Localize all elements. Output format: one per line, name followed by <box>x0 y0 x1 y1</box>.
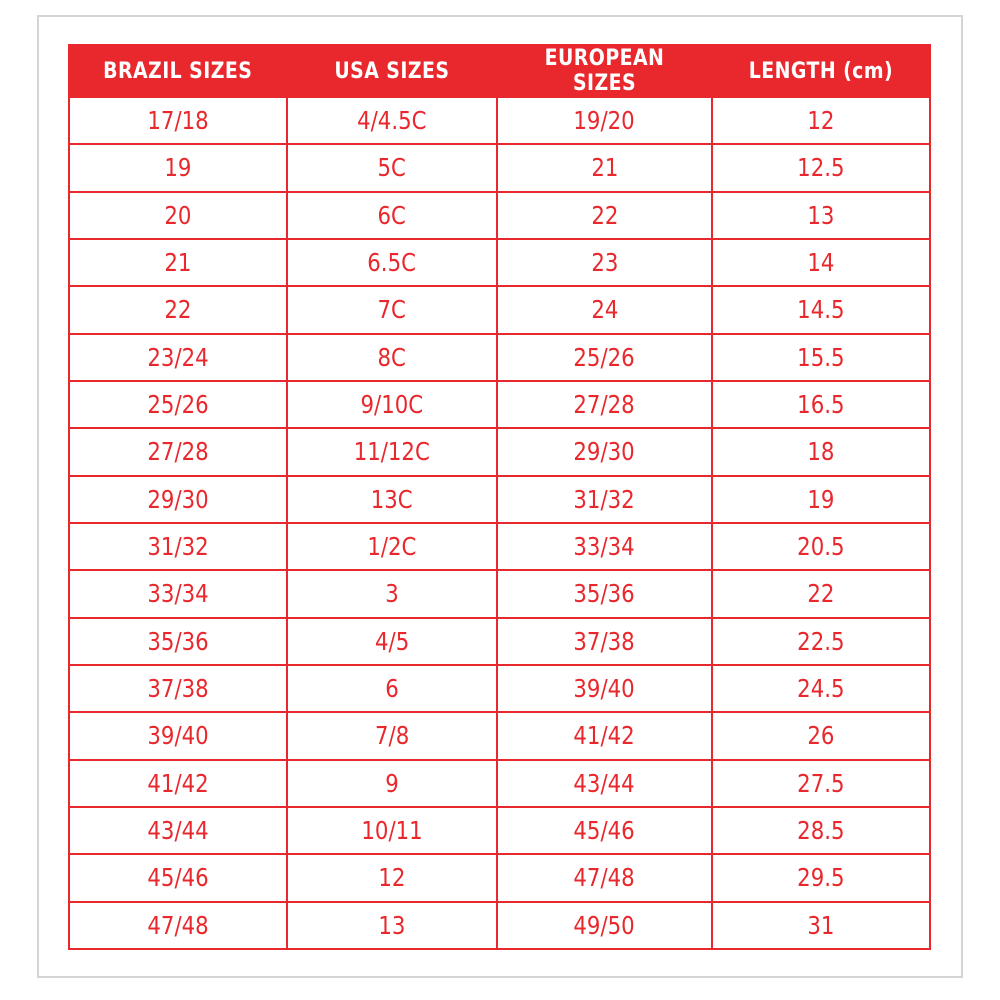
table-row <box>69 286 930 333</box>
cell-brazil-size: 19 <box>69 144 287 191</box>
cell-usa-size: 13 <box>287 902 497 949</box>
cell-usa-size: 12 <box>287 854 497 901</box>
header-brazil-sizes: BRAZIL SIZES <box>69 45 287 97</box>
size-conversion-table <box>68 44 931 950</box>
cell-usa-size: 10/11 <box>287 807 497 854</box>
cell-usa-size: 1/2C <box>287 523 497 570</box>
cell-european-size: 21 <box>497 144 712 191</box>
cell-usa-size: 6 <box>287 665 497 712</box>
table-row <box>69 807 930 854</box>
cell-brazil-size: 45/46 <box>69 854 287 901</box>
cell-brazil-size: 43/44 <box>69 807 287 854</box>
cell-brazil-size: 35/36 <box>69 618 287 665</box>
cell-length-cm: 31 <box>712 902 930 949</box>
cell-brazil-size: 37/38 <box>69 665 287 712</box>
table-row <box>69 760 930 807</box>
cell-length-cm: 18 <box>712 428 930 475</box>
cell-european-size: 23 <box>497 239 712 286</box>
cell-european-size: 24 <box>497 286 712 333</box>
table-row <box>69 854 930 901</box>
cell-usa-size: 4/5 <box>287 618 497 665</box>
table-row <box>69 192 930 239</box>
header-length-cm: LENGTH (cm) <box>712 45 930 97</box>
table-row <box>69 97 930 144</box>
table-row <box>69 144 930 191</box>
cell-european-size: 22 <box>497 192 712 239</box>
cell-length-cm: 19 <box>712 476 930 523</box>
cell-length-cm: 22.5 <box>712 618 930 665</box>
header-european-sizes: EUROPEAN SIZES <box>497 45 712 97</box>
cell-length-cm: 29.5 <box>712 854 930 901</box>
cell-european-size: 39/40 <box>497 665 712 712</box>
cell-brazil-size: 20 <box>69 192 287 239</box>
cell-usa-size: 4/4.5C <box>287 97 497 144</box>
table-row <box>69 523 930 570</box>
table-body <box>69 97 930 949</box>
cell-brazil-size: 21 <box>69 239 287 286</box>
cell-usa-size: 7C <box>287 286 497 333</box>
cell-european-size: 45/46 <box>497 807 712 854</box>
cell-european-size: 41/42 <box>497 712 712 759</box>
cell-brazil-size: 29/30 <box>69 476 287 523</box>
table-row <box>69 239 930 286</box>
table-row <box>69 902 930 949</box>
cell-brazil-size: 31/32 <box>69 523 287 570</box>
table-header-row <box>69 45 930 97</box>
cell-brazil-size: 22 <box>69 286 287 333</box>
cell-usa-size: 5C <box>287 144 497 191</box>
cell-european-size: 43/44 <box>497 760 712 807</box>
table-row <box>69 476 930 523</box>
cell-usa-size: 6.5C <box>287 239 497 286</box>
cell-brazil-size: 47/48 <box>69 902 287 949</box>
cell-usa-size: 7/8 <box>287 712 497 759</box>
cell-length-cm: 24.5 <box>712 665 930 712</box>
cell-brazil-size: 41/42 <box>69 760 287 807</box>
table-row <box>69 428 930 475</box>
cell-usa-size: 9/10C <box>287 381 497 428</box>
table-row <box>69 618 930 665</box>
cell-european-size: 27/28 <box>497 381 712 428</box>
cell-brazil-size: 33/34 <box>69 570 287 617</box>
cell-usa-size: 3 <box>287 570 497 617</box>
cell-european-size: 29/30 <box>497 428 712 475</box>
cell-length-cm: 14.5 <box>712 286 930 333</box>
cell-length-cm: 14 <box>712 239 930 286</box>
cell-length-cm: 12 <box>712 97 930 144</box>
table-row <box>69 334 930 381</box>
cell-length-cm: 27.5 <box>712 760 930 807</box>
cell-length-cm: 15.5 <box>712 334 930 381</box>
cell-length-cm: 20.5 <box>712 523 930 570</box>
cell-european-size: 47/48 <box>497 854 712 901</box>
cell-usa-size: 13C <box>287 476 497 523</box>
cell-european-size: 31/32 <box>497 476 712 523</box>
cell-usa-size: 9 <box>287 760 497 807</box>
cell-european-size: 25/26 <box>497 334 712 381</box>
cell-brazil-size: 23/24 <box>69 334 287 381</box>
cell-european-size: 49/50 <box>497 902 712 949</box>
cell-length-cm: 12.5 <box>712 144 930 191</box>
cell-usa-size: 6C <box>287 192 497 239</box>
header-usa-sizes: USA SIZES <box>287 45 497 97</box>
cell-length-cm: 26 <box>712 712 930 759</box>
table-row <box>69 381 930 428</box>
cell-length-cm: 22 <box>712 570 930 617</box>
cell-european-size: 33/34 <box>497 523 712 570</box>
cell-brazil-size: 17/18 <box>69 97 287 144</box>
cell-usa-size: 8C <box>287 334 497 381</box>
cell-length-cm: 16.5 <box>712 381 930 428</box>
cell-usa-size: 11/12C <box>287 428 497 475</box>
cell-length-cm: 28.5 <box>712 807 930 854</box>
cell-european-size: 37/38 <box>497 618 712 665</box>
cell-length-cm: 13 <box>712 192 930 239</box>
cell-brazil-size: 27/28 <box>69 428 287 475</box>
cell-european-size: 35/36 <box>497 570 712 617</box>
cell-european-size: 19/20 <box>497 97 712 144</box>
cell-brazil-size: 25/26 <box>69 381 287 428</box>
table-row <box>69 712 930 759</box>
table-row <box>69 570 930 617</box>
cell-brazil-size: 39/40 <box>69 712 287 759</box>
table-row <box>69 665 930 712</box>
